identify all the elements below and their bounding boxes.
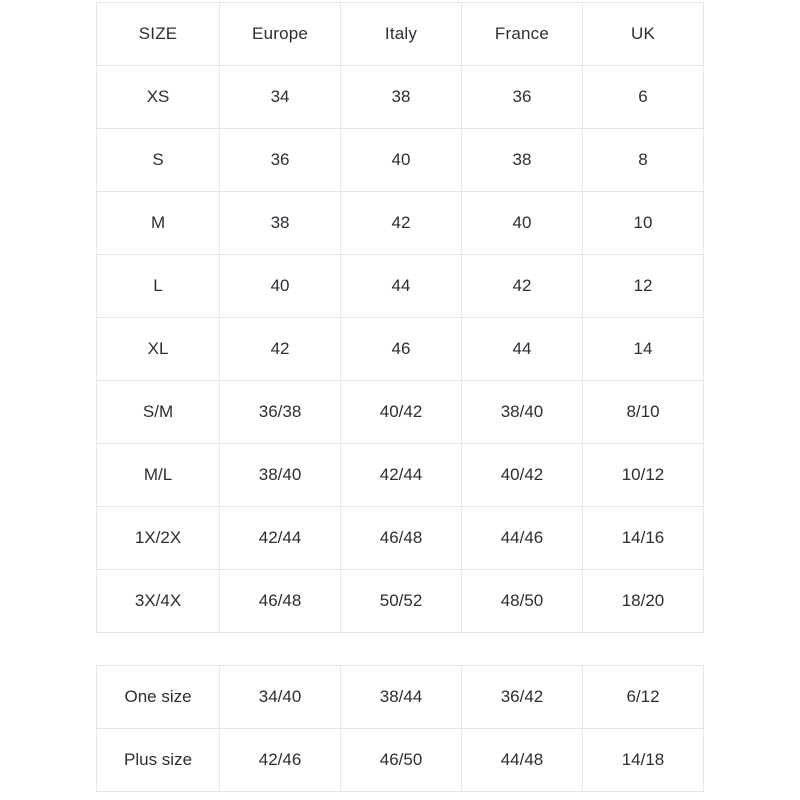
cell-uk: 10/12	[582, 444, 703, 507]
cell-france: 38/40	[462, 381, 583, 444]
main-size-table-container	[96, 2, 704, 633]
table-row	[97, 444, 704, 507]
cell-uk: 6	[582, 66, 703, 129]
row-label: 1X/2X	[97, 507, 220, 570]
cell-europe: 36/38	[220, 381, 341, 444]
row-label: L	[97, 255, 220, 318]
cell-france: 42	[462, 255, 583, 318]
table-row	[97, 570, 704, 633]
cell-france: 36/42	[462, 666, 583, 729]
column-header-size: SIZE	[97, 3, 220, 66]
cell-uk: 14	[582, 318, 703, 381]
cell-uk: 8/10	[582, 381, 703, 444]
table-row	[97, 729, 704, 792]
row-label: S/M	[97, 381, 220, 444]
column-header-uk: UK	[582, 3, 703, 66]
cell-europe: 40	[220, 255, 341, 318]
row-label: 3X/4X	[97, 570, 220, 633]
cell-italy: 44	[341, 255, 462, 318]
cell-italy: 38	[341, 66, 462, 129]
cell-europe: 42/46	[220, 729, 341, 792]
row-label: M/L	[97, 444, 220, 507]
cell-uk: 6/12	[582, 666, 703, 729]
column-header-france: France	[462, 3, 583, 66]
cell-uk: 10	[582, 192, 703, 255]
cell-italy: 38/44	[341, 666, 462, 729]
table-row	[97, 255, 704, 318]
row-label: S	[97, 129, 220, 192]
cell-italy: 40/42	[341, 381, 462, 444]
secondary-size-table-container	[96, 665, 704, 792]
secondary-size-table-body	[97, 666, 704, 792]
cell-europe: 42/44	[220, 507, 341, 570]
table-row	[97, 192, 704, 255]
cell-europe: 34/40	[220, 666, 341, 729]
cell-france: 40	[462, 192, 583, 255]
row-label: M	[97, 192, 220, 255]
cell-italy: 40	[341, 129, 462, 192]
cell-europe: 38/40	[220, 444, 341, 507]
cell-france: 44/46	[462, 507, 583, 570]
table-row	[97, 129, 704, 192]
cell-france: 44	[462, 318, 583, 381]
cell-europe: 46/48	[220, 570, 341, 633]
cell-france: 40/42	[462, 444, 583, 507]
cell-france: 38	[462, 129, 583, 192]
cell-italy: 42/44	[341, 444, 462, 507]
secondary-size-table	[96, 665, 704, 792]
table-row	[97, 318, 704, 381]
table-row	[97, 381, 704, 444]
table-row	[97, 66, 704, 129]
cell-france: 36	[462, 66, 583, 129]
table-row	[97, 507, 704, 570]
cell-europe: 42	[220, 318, 341, 381]
table-row	[97, 666, 704, 729]
cell-italy: 46	[341, 318, 462, 381]
cell-italy: 46/50	[341, 729, 462, 792]
row-label: XS	[97, 66, 220, 129]
cell-italy: 50/52	[341, 570, 462, 633]
cell-europe: 34	[220, 66, 341, 129]
column-header-europe: Europe	[220, 3, 341, 66]
table-header-row	[97, 3, 704, 66]
cell-uk: 14/18	[582, 729, 703, 792]
cell-italy: 42	[341, 192, 462, 255]
row-label-one-size: One size	[97, 666, 220, 729]
cell-uk: 18/20	[582, 570, 703, 633]
cell-uk: 12	[582, 255, 703, 318]
main-size-table-body	[97, 66, 704, 633]
cell-france: 48/50	[462, 570, 583, 633]
cell-europe: 36	[220, 129, 341, 192]
row-label: XL	[97, 318, 220, 381]
column-header-italy: Italy	[341, 3, 462, 66]
main-size-table	[96, 2, 704, 633]
main-size-table-head	[97, 3, 704, 66]
row-label-plus-size: Plus size	[97, 729, 220, 792]
cell-france: 44/48	[462, 729, 583, 792]
cell-europe: 38	[220, 192, 341, 255]
cell-uk: 8	[582, 129, 703, 192]
cell-italy: 46/48	[341, 507, 462, 570]
cell-uk: 14/16	[582, 507, 703, 570]
